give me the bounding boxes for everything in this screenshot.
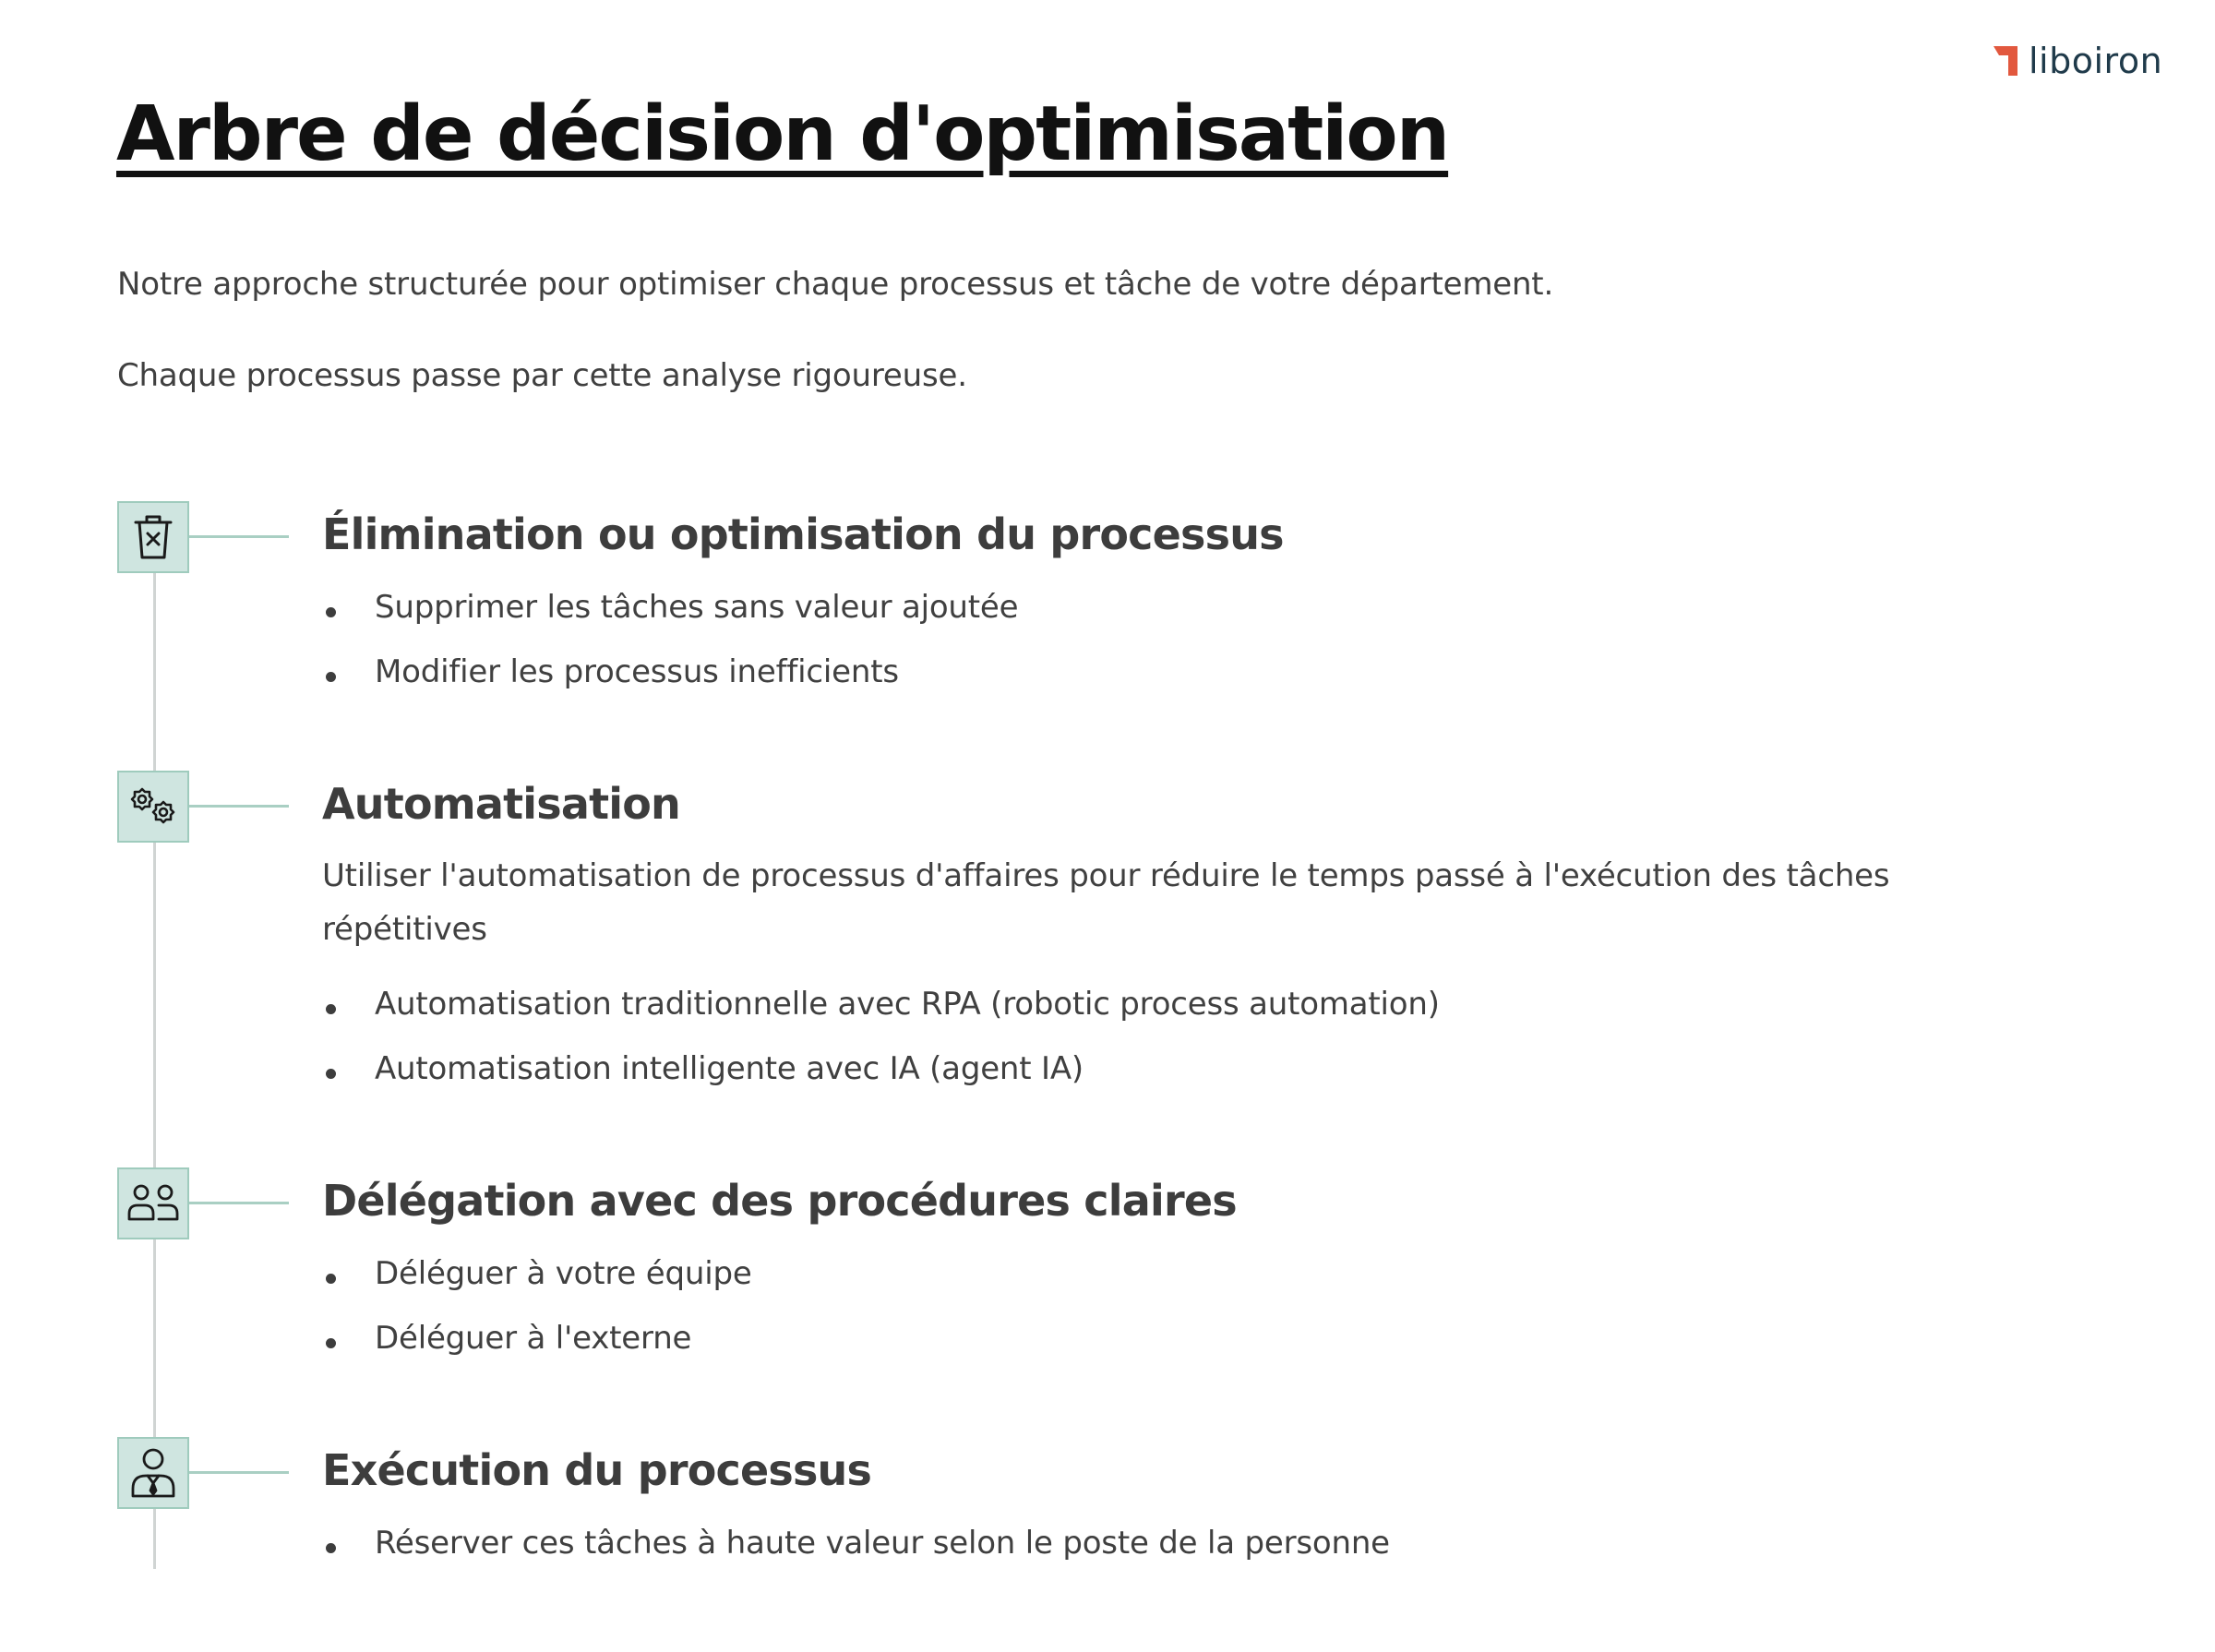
step-1-bullet: Supprimer les tâches sans valeur ajoutée: [322, 589, 1018, 626]
step-2-description: Utiliser l'automatisation de processus d'affaires pour réduire le temps passé à l'exécution des tâches répétitives: [322, 857, 1890, 948]
page-title: Arbre de décision d'optimisation: [116, 90, 1449, 178]
step-3-bullet: Déléguer à votre équipe: [322, 1255, 752, 1292]
step-3-bullet: Déléguer à l'externe: [322, 1320, 691, 1357]
logo-text: liboiron: [2029, 41, 2163, 81]
step-4-bullet: Réserver ces tâches à haute valeur selon le poste de la personne: [322, 1525, 1390, 1562]
logo-mark-icon: [1992, 44, 2019, 78]
trash-x-icon: [130, 511, 176, 563]
step-4-icon-box: [117, 1437, 189, 1509]
step-4-connector: [189, 1471, 289, 1474]
step-2-icon-box: [117, 771, 189, 843]
step-1-icon-box: [117, 501, 189, 573]
step-2-connector: [189, 805, 289, 808]
company-logo: [1992, 41, 2162, 81]
employee-icon: [128, 1446, 178, 1500]
step-2-bullet: Automatisation intelligente avec IA (agent IA): [322, 1050, 1084, 1087]
users-icon: [126, 1182, 180, 1225]
step-1-bullet: Modifier les processus inefficients: [322, 653, 899, 690]
step-3-title: Délégation avec des procédures claires: [322, 1176, 1237, 1226]
timeline-line: [153, 572, 156, 1569]
step-1-title: Élimination ou optimisation du processus: [322, 509, 1284, 559]
step-4-title: Exécution du processus: [322, 1445, 872, 1495]
step-1-connector: [189, 535, 289, 538]
intro-subtext: Chaque processus passe par cette analyse rigoureuse.: [117, 357, 967, 394]
step-3-connector: [189, 1202, 289, 1204]
step-2-bullet: Automatisation traditionnelle avec RPA (robotic process automation): [322, 986, 1440, 1023]
intro-text: Notre approche structurée pour optimiser chaque processus et tâche de votre département.: [117, 266, 1554, 303]
step-3-icon-box: [117, 1167, 189, 1239]
gears-icon: [126, 784, 180, 830]
step-2-title: Automatisation: [322, 779, 680, 829]
